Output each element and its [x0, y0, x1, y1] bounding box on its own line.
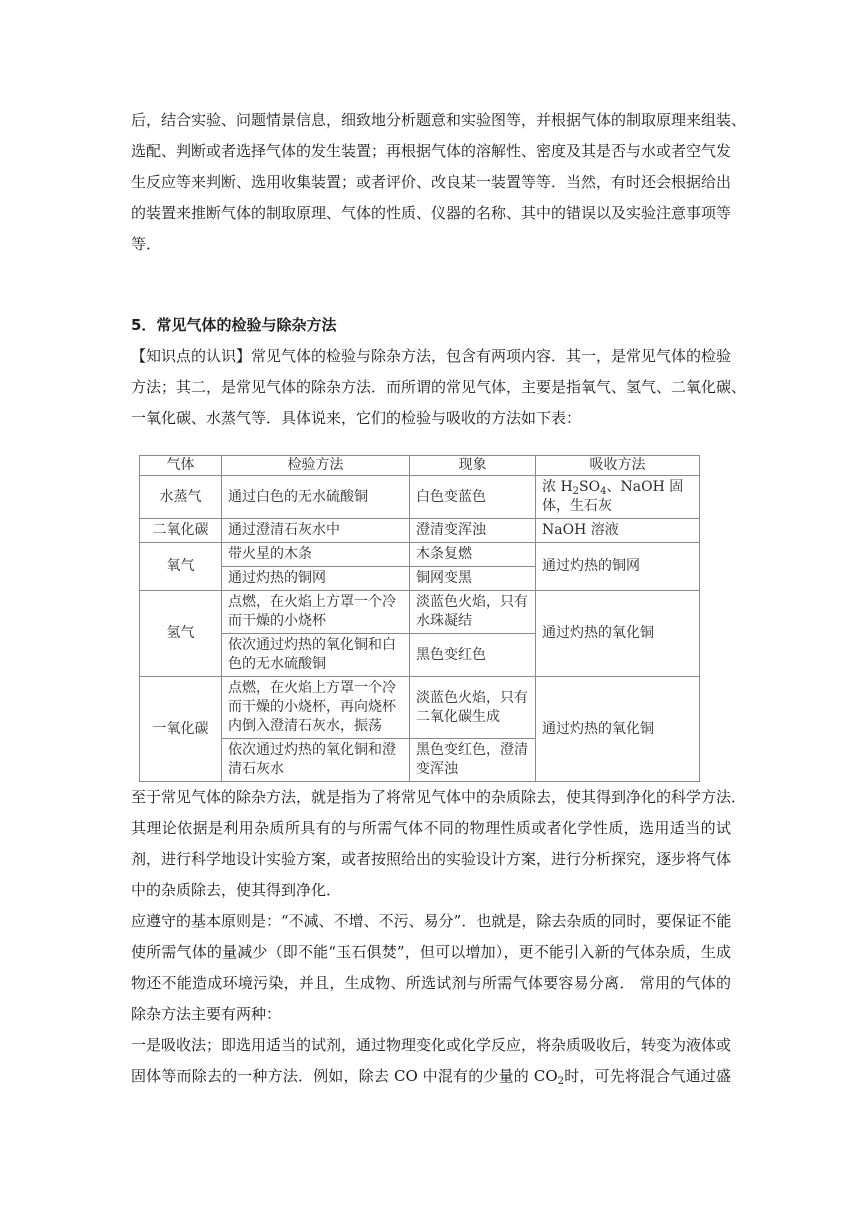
table-row-o2 — [140, 543, 700, 567]
intro-paragraph — [131, 105, 747, 260]
phenomenon-cell: 黑色变红色 — [410, 634, 536, 677]
method-cell: 依次通过灼热的氧化铜和澄清石灰水 — [222, 739, 410, 782]
text-line: 一是吸收法；即选用适当的试剂，通过物理变化或化学反应，将杂质吸收后，转变为液体或 — [131, 1036, 732, 1054]
text-line: 的装置来推断气体的制取原理、气体的性质、仪器的名称、其中的错误以及实验注意事项等 — [131, 204, 732, 222]
text-line: 选配、判断或者选择气体的发生装置；再根据气体的溶解性、密度及其是否与水或者空气发 — [131, 142, 732, 160]
text-span: 时，可先将混合气通过盛 — [564, 1067, 731, 1085]
subscript: 2 — [557, 1076, 565, 1087]
text-line: 等． — [131, 235, 162, 253]
table-header-row — [140, 456, 700, 476]
gas-cell: 二氧化碳 — [140, 519, 222, 543]
table-row-water — [140, 476, 700, 519]
gas-cell: 水蒸气 — [140, 476, 222, 519]
absorb-text: 浓 H — [542, 479, 573, 495]
table-row-h2 — [140, 591, 700, 634]
text-line: 除杂方法主要有两种： — [131, 1005, 282, 1023]
method-cell: 通过白色的无水硫酸铜 — [222, 476, 410, 519]
table-row-co — [140, 677, 700, 739]
removal-paragraph — [131, 782, 747, 1092]
section-heading: 5．常见气体的检验与除杂方法 — [131, 316, 337, 334]
text-span: 固体等而除去的一种方法．例如，除去 CO 中混有的少量的 CO — [131, 1067, 558, 1085]
phenomenon-cell: 淡蓝色火焰，只有水珠凝结 — [410, 591, 536, 634]
absorb-text: 、NaOH 固体，生石灰 — [542, 479, 684, 514]
gas-cell: 氢气 — [140, 591, 222, 677]
text-line: 生反应等来判断、选用收集装置；或者评价、改良某一装置等等．当然，有时还会根据给出 — [131, 173, 732, 191]
absorb-cell: 通过灼热的铜网 — [536, 543, 700, 591]
text-line: 应遵守的基本原则是：“不减、不增、不污、易分”．也就是，除去杂质的同时，要保证不能 — [131, 912, 732, 930]
phenomenon-cell: 黑色变红色，澄清变浑浊 — [410, 739, 536, 782]
header-cell-method: 检验方法 — [222, 456, 410, 476]
text-line — [131, 1061, 731, 1092]
method-cell: 依次通过灼热的氧化铜和白色的无水硫酸铜 — [222, 634, 410, 677]
subscript: 4 — [600, 486, 607, 497]
phenomenon-cell: 白色变蓝色 — [410, 476, 536, 519]
subscript: 2 — [572, 486, 580, 497]
method-cell: 点燃，在火焰上方罩一个冷而干燥的小烧杯，再向烧杯内倒入澄清石灰水，振荡 — [222, 677, 410, 739]
absorb-cell: NaOH 溶液 — [536, 519, 700, 543]
gas-test-table — [139, 455, 699, 782]
method-cell: 通过澄清石灰水中 — [222, 519, 410, 543]
header-cell-absorb: 吸收方法 — [536, 456, 700, 476]
text-line: 至于常见气体的除杂方法，就是指为了将常见气体中的杂质除去，使其得到净化的科学方法． — [131, 788, 747, 806]
phenomenon-cell: 淡蓝色火焰，只有二氧化碳生成 — [410, 677, 536, 739]
table-row-co2 — [140, 519, 700, 543]
absorb-cell: 通过灼热的氧化铜 — [536, 677, 700, 782]
text-line: 中的杂质除去，使其得到净化． — [131, 881, 342, 899]
text-line: 物还不能造成环境污染，并且，生成物、所选试剂与所需气体要容易分离． 常用的气体的 — [131, 974, 731, 992]
absorb-cell: 通过灼热的氧化铜 — [536, 591, 700, 677]
text-line: 一氧化碳、水蒸气等．具体说来，它们的检验与吸收的方法如下表： — [131, 409, 582, 427]
absorb-cell — [536, 476, 700, 519]
gas-cell: 氧气 — [140, 543, 222, 591]
text-line: 后，结合实验、问题情景信息，细致地分析题意和实验图等，并根据气体的制取原理来组装、 — [131, 111, 747, 129]
text-line: 方法；其二，是常见气体的除杂方法．而所谓的常见气体，主要是指氧气、氢气、二氧化碳、 — [131, 378, 747, 396]
gas-cell: 一氧化碳 — [140, 677, 222, 782]
phenomenon-cell: 铜网变黑 — [410, 567, 536, 591]
method-cell: 点燃，在火焰上方罩一个冷而干燥的小烧杯 — [222, 591, 410, 634]
phenomenon-cell: 澄清变浑浊 — [410, 519, 536, 543]
header-cell-gas: 气体 — [140, 456, 222, 476]
text-line: 【知识点的认识】常见气体的检验与除杂方法，包含有两项内容．其一，是常见气体的检验 — [131, 347, 732, 365]
header-cell-phenomenon: 现象 — [410, 456, 536, 476]
knowledge-paragraph — [131, 341, 747, 434]
text-line: 其理论依据是利用杂质所具有的与所需气体不同的物理性质或者化学性质，选用适当的试 — [131, 819, 731, 837]
text-line: 剂，进行科学地设计实验方案，或者按照给出的实验设计方案，进行分析探究，逐步将气体 — [131, 850, 732, 868]
phenomenon-cell: 木条复燃 — [410, 543, 536, 567]
text-line: 使所需气体的量减少（即不能“玉石俱焚”，但可以增加），更不能引入新的气体杂质，生成 — [131, 943, 731, 961]
absorb-text: SO — [579, 479, 601, 495]
method-cell: 通过灼热的铜网 — [222, 567, 410, 591]
method-cell: 带火星的木条 — [222, 543, 410, 567]
